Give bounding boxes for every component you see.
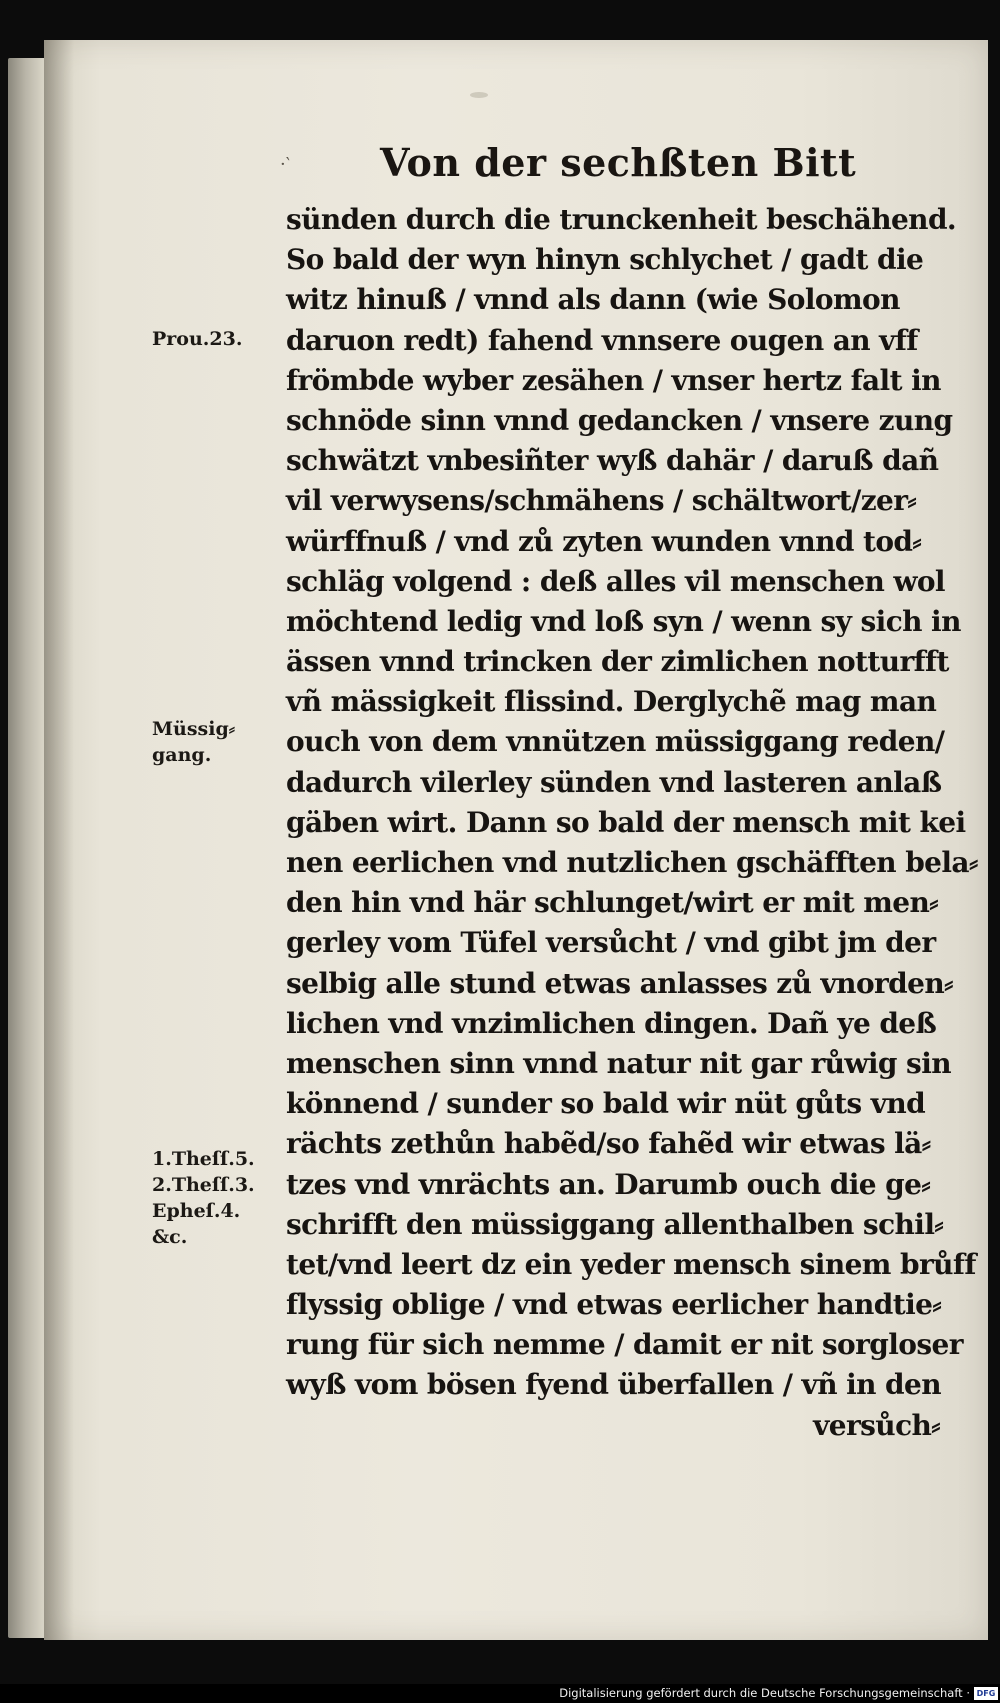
text-line: rächts zethůn habẽd/so fahẽd wir etwas lä⸗ bbox=[286, 1127, 931, 1161]
text-line: könnend / sunder so bald wir nüt gůts vnd bbox=[286, 1087, 926, 1121]
text-line: So bald der wyn hinyn schlychet / gadt die bbox=[286, 243, 924, 277]
text-line: tet/vnd leert dz ein yeder mensch sinem brůff bbox=[286, 1247, 976, 1281]
marginal-line: Epheſ.4. bbox=[152, 1200, 241, 1222]
text-line: daruon redt) fahend vnnsere ougen an vff bbox=[286, 323, 918, 357]
marginal-line: Müssig⸗ bbox=[152, 718, 236, 740]
text-line: den hin vnd här schlunget/wirt er mit men⸗ bbox=[286, 886, 938, 920]
text-line: schnöde sinn vnnd gedancken / vnsere zung bbox=[286, 403, 953, 437]
marginal-note-references bbox=[152, 1146, 255, 1250]
text-line: gäben wirt. Dann so bald der mensch mit kei bbox=[286, 805, 966, 839]
text-line: witz hinuß / vnnd als dann (wie Solomon bbox=[286, 283, 900, 317]
text-line: vñ mässigkeit flissind. Derglychẽ mag man bbox=[286, 685, 937, 719]
running-title: Von der sechßten Bitt bbox=[380, 140, 857, 185]
text-line: menschen sinn vnnd natur nit gar růwig sin bbox=[286, 1046, 951, 1080]
text-line: ässen vnnd trincken der zimlichen notturfft bbox=[286, 645, 949, 679]
text-line: dadurch vilerley sünden vnd lasteren anlaß bbox=[286, 765, 942, 799]
body-text bbox=[286, 200, 978, 1446]
marginal-line: gang. bbox=[152, 744, 212, 766]
text-line: rung für sich nemme / damit er nit sorgloser bbox=[286, 1328, 963, 1362]
text-line: ouch von dem vnnützen müssiggang reden/ bbox=[286, 725, 945, 759]
text-line: schwätzt vnbesiñter wyß dahär / daruß dañ bbox=[286, 444, 939, 478]
text-line: tzes vnd vnrächts an. Darumb ouch die ge⸗ bbox=[286, 1167, 931, 1201]
marginal-line: 2.Theſſ.3. bbox=[152, 1174, 255, 1196]
text-line: frömbde wyber zesähen / vnser hertz falt in bbox=[286, 363, 941, 397]
paper-stain bbox=[470, 92, 488, 98]
marginal-note-proverbs bbox=[152, 326, 242, 352]
marginal-line: Prou.23. bbox=[152, 328, 243, 350]
marginal-note-muessiggang bbox=[152, 716, 235, 768]
text-line: wyß vom bösen fyend überfallen / vñ in den bbox=[286, 1368, 941, 1402]
text-line: möchtend ledig vnd loß syn / wenn sy sich in bbox=[286, 604, 961, 638]
text-line: würffnuß / vnd zů zyten wunden vnnd tod⸗ bbox=[286, 524, 922, 558]
text-line: schrifft den müssiggang allenthalben schil⸗ bbox=[286, 1207, 944, 1241]
funding-credit: Digitalisierung gefördert durch die Deutsche Forschungsgemeinschaft · bbox=[559, 1686, 970, 1700]
digitization-footer bbox=[0, 1684, 1000, 1703]
header-ornament: ·‵ bbox=[280, 154, 290, 175]
text-line: flyssig oblige / vnd etwas eerlicher handtie⸗ bbox=[286, 1288, 942, 1322]
text-line: lichen vnd vnzimlichen dingen. Dañ ye deß bbox=[286, 1006, 937, 1040]
text-line: selbig alle stund etwas anlasses zů vnorden⸗ bbox=[286, 966, 953, 1000]
text-line: vil verwysens/schmähens / schältwort/zer⸗ bbox=[286, 484, 917, 518]
dfg-logo: DFG bbox=[974, 1687, 998, 1700]
marginal-line: 1.Theſſ.5. bbox=[152, 1148, 255, 1170]
text-line: gerley vom Tüfel versůcht / vnd gibt jm der bbox=[286, 926, 936, 960]
catchword: versůch⸗ bbox=[813, 1408, 940, 1442]
text-line: schläg volgend : deß alles vil menschen wol bbox=[286, 564, 945, 598]
text-line: nen eerlichen vnd nutzlichen gschäfften bela⸗ bbox=[286, 846, 978, 879]
text-line: sünden durch die trunckenheit beschähend. bbox=[286, 203, 957, 236]
spine-shadow bbox=[44, 40, 74, 1640]
marginal-line: &c. bbox=[152, 1226, 188, 1248]
